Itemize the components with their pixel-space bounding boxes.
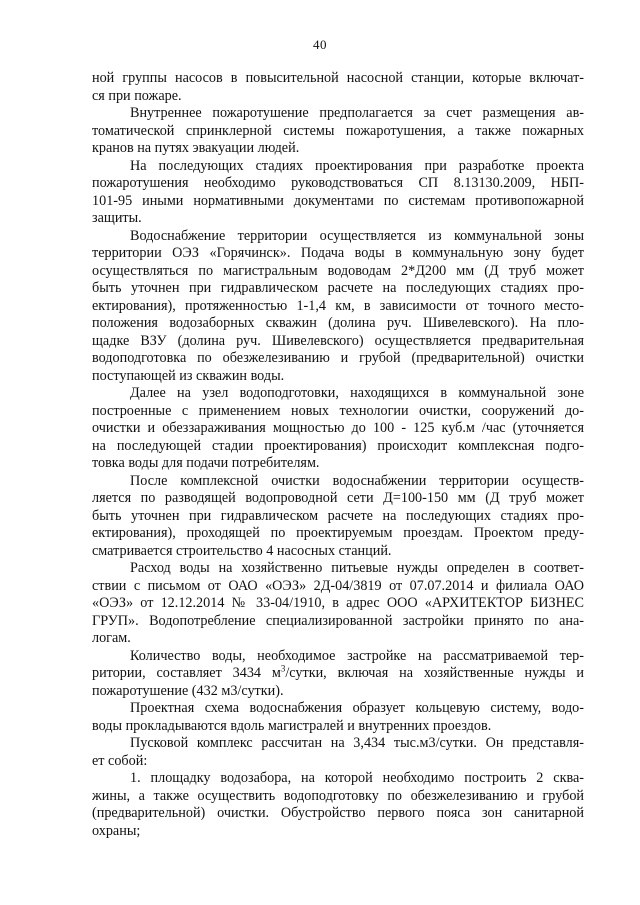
text-line: быть уточнен при гидравлическом расчете на последующих стадиях про- xyxy=(92,280,584,296)
text-line: щадке ВЗУ (долина руч. Шивелевского) осуществляется предварительная xyxy=(92,332,584,349)
paragraph-start: Водоснабжение территории осуществляется из коммунальной зоны xyxy=(130,227,584,244)
text-line: пожаротушение (432 м3/сутки). xyxy=(92,682,284,699)
text-line: ектирования), протяженностью 1-1,4 км, в зависимости от точного место- xyxy=(92,297,584,314)
text-line: осуществляться по магистральным водоводам 2*Д200 мм (Д труб может xyxy=(92,262,584,279)
text-line: быть уточнен при гидравлическом расчете на последующих стадиях про- xyxy=(92,507,584,524)
text-line-with-superscript xyxy=(92,665,584,683)
text-line: ГРУП». Водопотребление специализированной застройки принято по ана- xyxy=(92,612,584,629)
list-item-start: 1. площадку водозабора, на которой необходимо построить 2 сква- xyxy=(130,770,584,786)
paragraph-start: Далее на узел водоподготовки, находящихся в коммунальной зоне xyxy=(130,385,584,401)
text-line: томатической спринклерной системы пожаротушения, а также пожарных xyxy=(92,122,584,139)
text-line: ствии с письмом от ОАО «ОЭЗ» 2Д-04/3819 от 07.07.2014 и филиала ОАО xyxy=(92,577,584,594)
text-line: ся при пожаре. xyxy=(92,87,182,104)
page-number: 40 xyxy=(313,37,327,52)
text-line: кранов на путях эвакуации людей. xyxy=(92,140,300,156)
paragraph-start: Расход воды на хозяйственно питьевые нужды определен в соответ- xyxy=(130,560,584,576)
text-line: ной группы насосов в повысительной насосной станции, которые включат- xyxy=(92,70,584,86)
paragraph-start: После комплексной очистки водоснабжении территории осуществ- xyxy=(130,472,584,489)
text-line: очистки и обеззараживания мощностью до 100 - 125 куб.м /час (уточняется xyxy=(92,420,584,436)
text-line: ектирования), проходящей по проектируемым проездам. Проектом преду- xyxy=(92,525,584,541)
text-line: сматривается строительство 4 насосных станций. xyxy=(92,542,392,559)
text-line: логам. xyxy=(92,630,131,646)
text-line: ляется по разводящей водопроводной сети Д=100-150 мм (Д труб может xyxy=(92,490,584,506)
text-line: пожаротушения необходимо руководствоваться СП 8.13130.2009, НБП- xyxy=(92,175,584,191)
text-line: (предварительной) очистки. Обустройство первого пояса зон санитарной xyxy=(92,805,584,821)
text-line: ет собой: xyxy=(92,752,148,769)
line-head: ритории, составляет 3434 м xyxy=(92,665,281,681)
text-line: территории ОЭЗ «Горячинск». Подача воды в коммунальную зону будет xyxy=(92,245,584,261)
text-line: водоподготовка по обезжелезиванию и грубой (предварительной) очистки xyxy=(92,350,584,366)
superscript: 3 xyxy=(280,665,286,674)
text-line: товка воды для подачи потребителям. xyxy=(92,455,320,471)
text-line: жины, а также осуществить водоподготовку по обезжелезиванию и грубой xyxy=(92,787,584,804)
text-line: поступающей из скважин воды. xyxy=(92,367,285,384)
text-line: положения водозаборных скважин (долина руч. Шивелевского). На пло- xyxy=(92,315,584,331)
body-text xyxy=(92,70,584,840)
paragraph-start: Количество воды, необходимое застройке на рассматриваемой тер- xyxy=(130,647,584,664)
line-tail: /сутки, включая на хозяйственные нужды и xyxy=(285,665,584,681)
text-line: «ОЭЗ» от 12.12.2014 № 33-04/1910, в адрес ООО «АРХИТЕКТОР БИЗНЕС xyxy=(92,595,584,611)
paragraph-start: Проектная схема водоснабжения образует кольцевую систему, водо- xyxy=(130,700,584,716)
text-line: защиты. xyxy=(92,210,142,226)
text-line: 101-95 иными нормативными документами по системам противопожарной xyxy=(92,192,584,209)
text-line: построенные с применением новых технологии очистки, сооружений до- xyxy=(92,402,584,419)
paragraph-start: Внутреннее пожаротушение предполагается за счет размещения ав- xyxy=(130,105,584,121)
text-line: воды прокладываются вдоль магистралей и внутренних проездов. xyxy=(92,717,492,734)
text-line: на последующей стадии проектирования) происходит комплексная подго- xyxy=(92,437,584,454)
text-line: охраны; xyxy=(92,822,141,839)
paragraph-start: Пусковой комплекс рассчитан на 3,434 тыс.м3/сутки. Он представля- xyxy=(130,735,584,751)
paragraph-start: На последующих стадиях проектирования при разработке проекта xyxy=(130,157,584,174)
